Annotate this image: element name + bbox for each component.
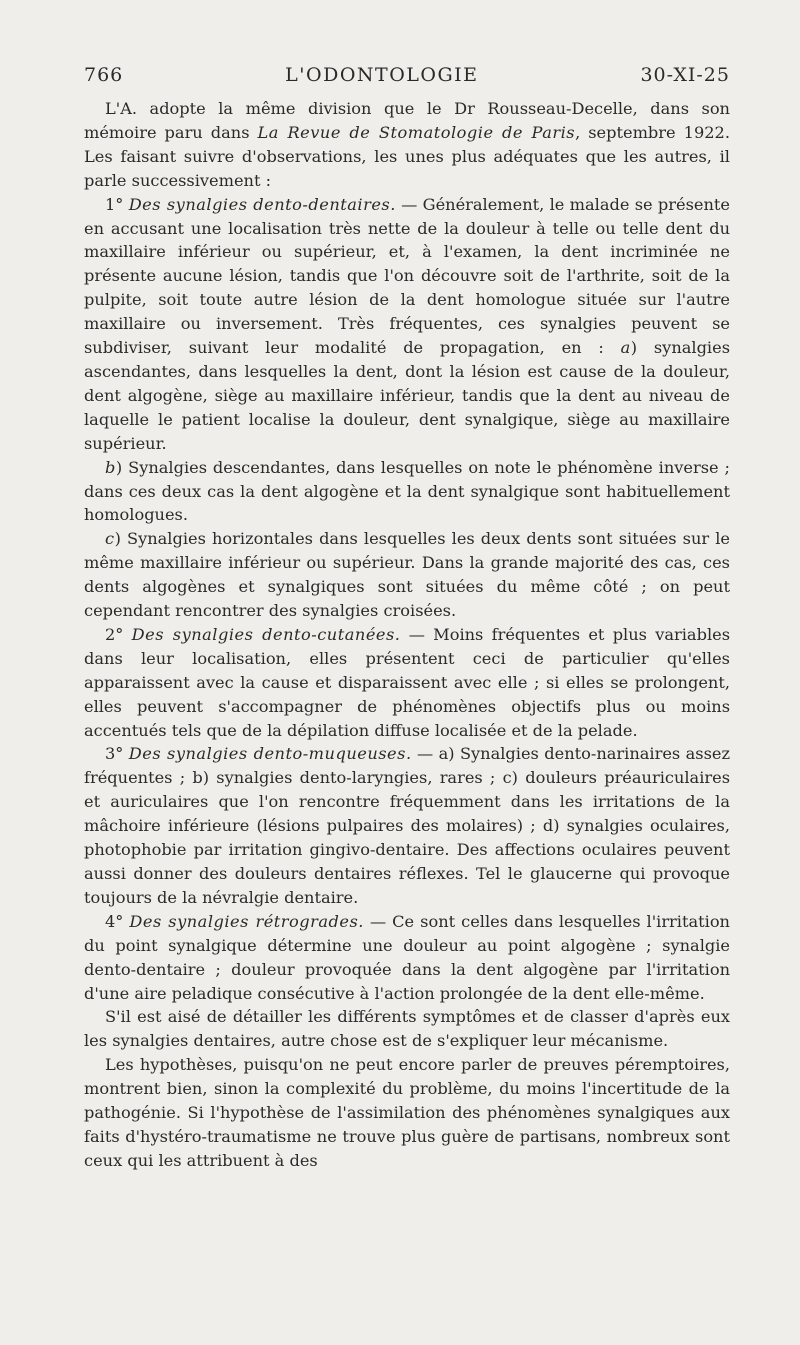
italic-text: b	[105, 457, 116, 477]
issue-date: 30-XI-25	[640, 64, 730, 86]
paragraph-text: Les hypothèses, puisqu'on ne peut encore parler de preuves péremptoires, montrent bien, sinon la complexité du problème, du moins l'incertitude de la pathogénie. Si l'hypothèse de l'assimilation des phénomènes synalgiques aux faits d'hystéro-traumatisme ne trouve plus guère de partisans, nombreux sont ceux qui les attribuent à des	[84, 1055, 730, 1170]
italic-text: c	[105, 529, 115, 549]
paragraph	[84, 623, 730, 743]
italic-text: Des synalgies rétrogrades.	[129, 911, 364, 931]
paragraph-text: — Généralement, le malade se présente en accusant une localisation très nette de la douleur à telle ou telle dent du maxillaire inférieur ou supérieur, et, à l'examen, la dent incriminée ne présente aucune lésion, tandis que l'on découvre soit de l'arthrite, soit de la pulpite, soit toute autre lésion de la dent homologue située sur l'autre maxillaire ou inversement. Très fréquentes, ces synalgies peuvent se subdiviser, suivant leur modalité de propagation, en :	[84, 194, 730, 358]
italic-text: Des synalgies dento-dentaires.	[128, 194, 396, 214]
paragraph	[84, 193, 730, 456]
paragraph	[84, 1053, 730, 1173]
paragraph	[84, 456, 730, 528]
paragraph-text: ) Synalgies descendantes, dans lesquelles on note le phénomène inverse ; dans ces deux cas la dent algogène et la dent synalgique sont habituellement homologues.	[84, 457, 730, 525]
italic-text: Des synalgies dento-muqueuses.	[128, 744, 412, 764]
paragraph-text: 4°	[105, 911, 130, 931]
page-header	[84, 64, 730, 92]
journal-title: L'ODONTOLOGIE	[285, 64, 479, 86]
paragraph	[84, 910, 730, 1006]
article-body	[84, 97, 730, 1173]
paragraph-text: 2°	[105, 624, 132, 644]
paragraph-text: 3°	[105, 744, 129, 764]
italic-text: La Revue de Stomatologie de Paris	[257, 122, 576, 142]
paragraph-text: ) synalgies ascendantes, dans lesquelles la dent, dont la lésion est cause de la douleur, dent algogène, siège au maxillaire inférieur, tandis que la dent au niveau de laquelle le patient localise la douleur, dent synalgique, siège au maxillaire supérieur.	[84, 338, 730, 453]
paragraph	[84, 742, 730, 909]
paragraph-text: 1°	[105, 194, 129, 214]
paragraph-text: L'A. adopte la même division que le Dr Rousseau-Decelle, dans son mémoire paru dans	[84, 99, 730, 142]
paragraph-text: — Ce sont celles dans lesquelles l'irritation du point synalgique détermine une douleur au point algogène ; synalgie dento-dentaire ; douleur provoquée dans la dent algogène par l'irritation d'une aire peladique consécutive à l'action prolongée de la dent elle-même.	[84, 911, 730, 1003]
paragraph-text: — Moins fréquentes et plus variables dans leur localisation, elles présentent ceci de particulier qu'elles apparaissent avec la cause et disparaissent avec elle ; si elles se prolongent, elles peuvent s'accompagner de phénomènes objectifs plus ou moins accentués tels que de la dépilation diffuse localisée et de la pelade.	[84, 624, 731, 740]
paragraph-text: ) Synalgies horizontales dans lesquelles les deux dents sont situées sur le même maxillaire inférieur ou supérieur. Dans la grande majorité des cas, ces dents algogènes et synalgiques sont situées du même côté ; on peut cependant rencontrer des synalgies croisées.	[84, 529, 730, 621]
paragraph	[84, 1005, 730, 1053]
paragraph	[84, 97, 730, 193]
paragraph	[84, 527, 730, 623]
paragraph-text: — a) Synalgies dento-narinaires assez fréquentes ; b) synalgies dento-laryngies, rares ; c) douleurs préauriculaires et auriculaires que l'on rencontre fréquemment dans les irritations de la mâchoire inférieure (lésions pulpaires des molaires) ; d) synalgies oculaires, photophobie par irritation gingivo-dentaire. Des affections oculaires peuvent aussi donner des douleurs dentaires réflexes. Tel le glaucerne qui provoque toujours de la névralgie dentaire.	[84, 744, 730, 907]
italic-text: Des synalgies dento-cutanées.	[131, 624, 401, 644]
page-number: 766	[84, 64, 124, 86]
paragraph-text: S'il est aisé de détailler les différents symptômes et de classer d'après eux les synalgies dentaires, autre chose est de s'expliquer leur mécanisme.	[84, 1007, 730, 1051]
italic-text: a	[620, 338, 631, 358]
paragraph-text: , septembre 1922. Les faisant suivre d'observations, les unes plus adéquates que les autres, il parle successivement :	[84, 122, 730, 190]
